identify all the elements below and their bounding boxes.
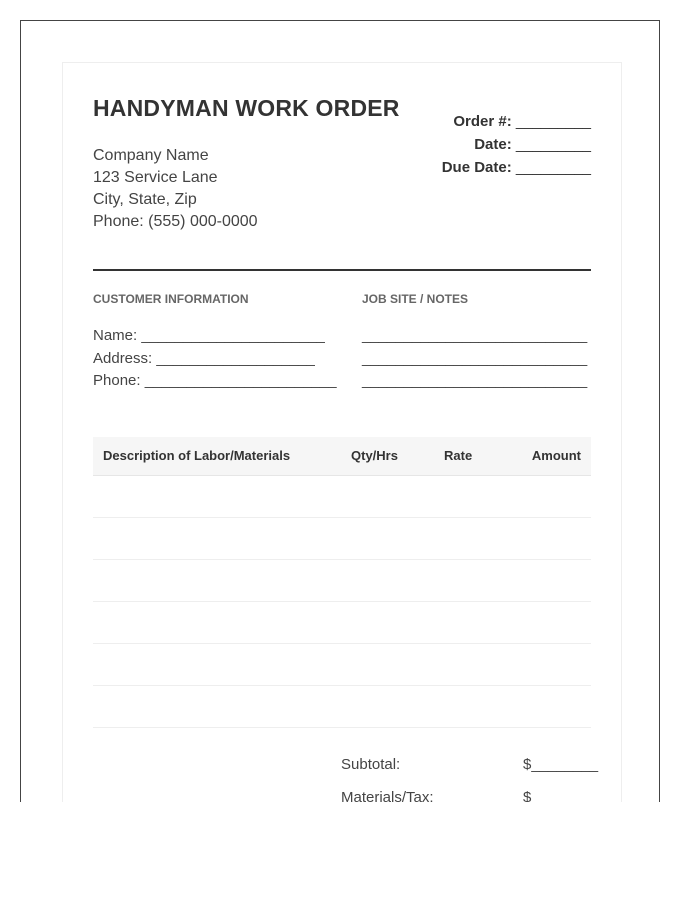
column-header-description: Description of Labor/Materials: [103, 448, 291, 463]
materials-tax-label: Materials/Tax:: [341, 789, 434, 802]
table-row[interactable]: [93, 476, 591, 518]
company-phone: Phone: (555) 000-0000: [93, 213, 258, 230]
company-street: 123 Service Lane: [93, 169, 218, 186]
totals-block: [341, 756, 599, 802]
materials-tax-value[interactable]: $: [523, 789, 532, 802]
table-row[interactable]: [93, 644, 591, 686]
table-row[interactable]: [93, 560, 591, 602]
column-header-amount: Amount: [531, 448, 581, 463]
company-name: Company Name: [93, 147, 209, 164]
due-date-blank: _________: [515, 159, 591, 176]
table-row[interactable]: [93, 686, 591, 728]
company-address-block: [93, 145, 258, 233]
subtotal-value[interactable]: $________: [523, 756, 599, 773]
customer-name-field[interactable]: Name: ______________________: [93, 327, 325, 344]
date-label: Date:: [474, 136, 512, 153]
job-site-notes: [362, 325, 587, 393]
company-city-state-zip: City, State, Zip: [93, 191, 197, 208]
order-meta-block: [442, 110, 591, 179]
table-row[interactable]: [93, 602, 591, 644]
order-number-label: Order #:: [453, 113, 512, 130]
labor-materials-table: [93, 437, 591, 728]
subtotal-label: Subtotal:: [341, 756, 401, 773]
work-order-sheet: [62, 62, 622, 802]
job-site-heading: JOB SITE / NOTES: [362, 292, 469, 306]
order-number-blank: _________: [515, 113, 591, 130]
customer-address-field[interactable]: Address: ___________________: [93, 349, 315, 367]
due-date-label: Due Date:: [441, 159, 512, 176]
customer-phone-field[interactable]: Phone: _______________________: [93, 372, 337, 389]
column-header-rate: Rate: [444, 448, 473, 463]
order-number-field[interactable]: [442, 110, 591, 133]
job-site-line[interactable]: ___________________________: [362, 327, 588, 344]
customer-info-fields: [93, 325, 337, 393]
due-date-field[interactable]: [442, 156, 591, 179]
page-title: HANDYMAN WORK ORDER: [93, 95, 400, 121]
document-viewport: [20, 20, 660, 802]
customer-info-heading: CUSTOMER INFORMATION: [93, 292, 249, 306]
column-header-qty: Qty/Hrs: [351, 448, 398, 463]
materials-tax-row: [341, 789, 591, 802]
table-row[interactable]: [93, 518, 591, 560]
job-site-line[interactable]: ___________________________: [362, 349, 588, 367]
job-site-line[interactable]: ___________________________: [362, 372, 588, 389]
header-divider: [93, 269, 591, 271]
date-blank: _________: [515, 136, 591, 153]
date-field[interactable]: [442, 133, 591, 156]
table-header: [93, 437, 591, 476]
subtotal-row: [341, 756, 599, 789]
